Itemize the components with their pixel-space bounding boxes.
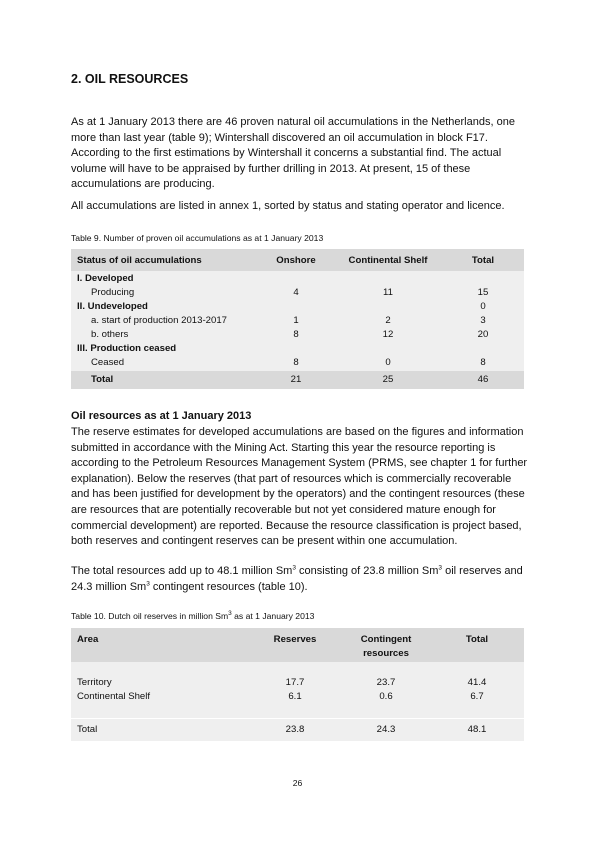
oil-resources-title: Oil resources as at 1 January 2013 [71,410,252,422]
table9-caption: Table 9. Number of proven oil accumulations as at 1 January 2013 [71,233,324,243]
table9-cell-continental: 11 [383,287,393,298]
table9-row-label: a. start of production 2013-2017 [91,315,228,326]
table10-header-total: Total [465,634,489,645]
table9-total-continental: 25 [382,374,394,385]
table10-total-reserves: 23.8 [285,724,305,735]
table9-header-onshore: Onshore [276,255,316,266]
table9-header-status: Status of oil accumulations [77,255,202,266]
oil-p2-part-a: The total resources add up to 48.1 million Sm [71,565,293,577]
table9-body [71,271,524,371]
table9-cell-onshore: 8 [293,357,299,368]
table9 [71,249,524,389]
table10-header-resources: resources [363,648,409,659]
table10-total-row [71,718,524,741]
table10-caption [71,611,314,621]
page-heading: 2. OIL RESOURCES [71,72,189,86]
oil-resources-paragraph-2 [71,564,531,595]
table10-row-area: Territory [77,677,112,688]
table10-cell-reserves: 17.7 [285,677,305,688]
superscript: 3 [292,564,296,572]
table9-cell-onshore: 8 [293,329,299,340]
oil-p2-part-b: consisting of 23.8 million Sm [295,565,439,577]
table9-row-label: Producing [91,287,135,298]
table10 [71,628,524,741]
page-number: 26 [292,778,303,788]
oil-resources-paragraph-1: The reserve estimates for developed accumulations are based on the figures and information submitted in accordance with the Mining Act. Starting this year the resource reporting is according to the Petroleum Resources Management System (PRMS, see chapter 1 for further explanation). Below the reserves (that part of resources which is commercially recoverable and has been justified for development by the operators) and the contingent resources (these are resources that are potentially recoverable but not yet considered mature enough for commercial development) are reported. Because the resource classification is project based, both reserves and contingent reserves can be present within one accumulation. [71,426,528,548]
table10-header-contingent: Contingent [360,634,412,645]
table9-header-continental: Continental Shelf [348,255,428,266]
table10-total-label: Total [77,724,98,735]
table9-cell-onshore: 4 [293,287,299,298]
table10-cell-contingent: 23.7 [376,677,396,688]
table9-total-row [71,371,524,389]
table10-cell-total: 41.4 [467,677,487,688]
table10-header-area: Area [77,634,99,645]
table9-cell-continental: 12 [382,329,394,340]
table10-caption-a: Table 10. Dutch oil reserves in million Sm [71,611,229,621]
table9-row-label: III. Production ceased [77,343,177,354]
superscript: 3 [146,579,150,587]
table9-cell-total: 15 [477,287,489,298]
oil-p2-part-d: contingent resources (table 10). [149,580,308,593]
table9-total-onshore: 21 [290,374,302,385]
table10-cell-reserves: 6.1 [288,691,302,702]
intro-paragraph-1: As at 1 January 2013 there are 46 proven natural oil accumulations in the Netherlands, one more than last year (table 9); Wintershall discovered an oil accumulation in block F17. According to the first estimations by Wintershall it concerns a substantial find. The actual volume will have to be appraised by further drilling in 2013. At present, 15 of these accumulations are producing. [71,116,515,191]
table9-cell-total: 0 [480,301,486,312]
table10-total-contingent: 24.3 [376,724,396,735]
table9-row-label: b. others [91,329,129,340]
table9-header-total: Total [471,255,495,266]
table9-cell-continental: 0 [385,357,391,368]
table10-header-row [71,628,524,662]
table9-cell-onshore: 1 [293,315,299,326]
table9-header-row [71,249,524,271]
table10-header-reserves: Reserves [273,634,317,645]
superscript: 3 [438,564,443,572]
table9-total-total: 46 [477,374,489,385]
table9-cell-total: 3 [480,315,486,326]
intro-paragraph-2: All accumulations are listed in annex 1, sorted by status and stating operator and licence. [71,200,505,212]
table9-cell-total: 20 [477,329,489,340]
table9-total-label: Total [91,374,114,385]
superscript: 3 [228,610,232,618]
table9-cell-total: 8 [480,357,486,368]
table10-body [71,662,524,718]
table10-cell-total: 6.7 [470,691,484,702]
table10-caption-b: as at 1 January 2013 [231,611,315,621]
table10-row-area: Continental Shelf [77,691,151,702]
table10-cell-contingent: 0.6 [379,691,393,702]
table10-total-total: 48.1 [467,724,487,735]
table9-row-label: II. Undeveloped [77,301,148,312]
table9-row-label: Ceased [91,357,125,368]
oil-p2-part-c: oil reserves and 24.3 million Sm [71,565,523,593]
table9-cell-continental: 2 [385,315,391,326]
table9-row-label: I. Developed [77,273,134,284]
